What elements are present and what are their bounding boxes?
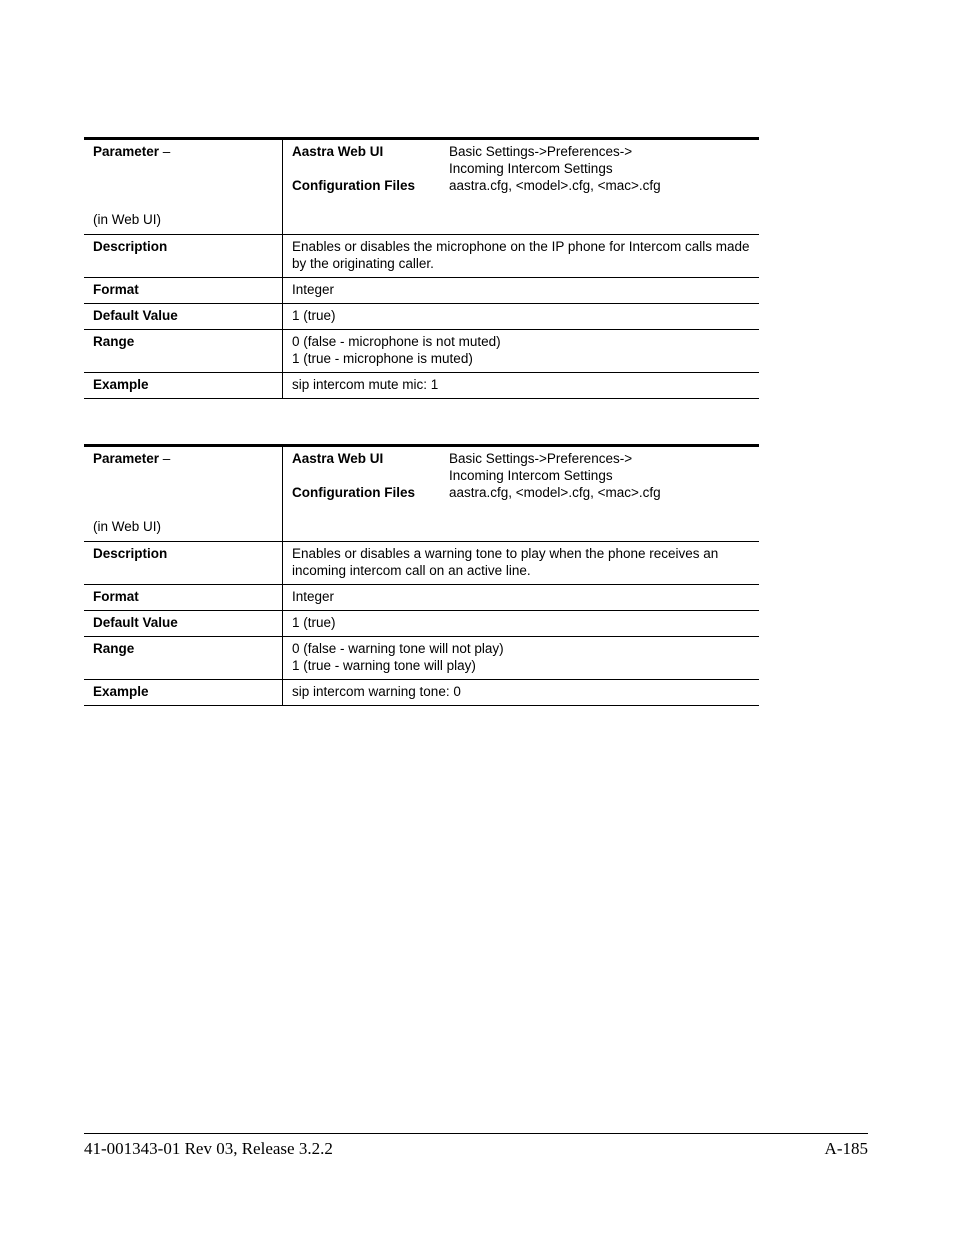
config-files-value: aastra.cfg, <model>.cfg, <mac>.cfg <box>449 178 661 193</box>
page-footer <box>84 1133 868 1159</box>
parameter-sub-label: (in Web UI) <box>93 212 162 227</box>
example-value: sip intercom mute mic: 1 <box>283 373 760 399</box>
range-value-line1: 0 (false - microphone is not muted) <box>292 334 501 349</box>
format-label: Format <box>84 585 283 611</box>
parameter-table-mute-mic <box>84 137 759 399</box>
parameter-value-cell <box>283 139 760 235</box>
range-value <box>283 637 760 680</box>
table-row <box>84 680 759 706</box>
range-value-line2: 1 (true - microphone is muted) <box>292 351 473 366</box>
example-label: Example <box>84 373 283 399</box>
parameter-dash: – <box>159 451 171 466</box>
parameter-value-cell <box>283 446 760 542</box>
web-ui-label: Aastra Web UI <box>292 144 384 159</box>
format-value: Integer <box>283 585 760 611</box>
table-row <box>84 373 759 399</box>
parameter-sub-label: (in Web UI) <box>93 519 162 534</box>
table-row <box>84 235 759 278</box>
web-ui-value-line2: Incoming Intercom Settings <box>449 468 613 483</box>
default-value-label: Default Value <box>84 611 283 637</box>
parameter-table-warning-tone <box>84 444 759 706</box>
description-label: Description <box>84 235 283 278</box>
range-label: Range <box>84 637 283 680</box>
parameter-label-cell <box>84 139 283 235</box>
parameter-label: Parameter <box>93 144 160 159</box>
page-number: A-185 <box>824 1139 868 1158</box>
table-row <box>84 611 759 637</box>
description-value: Enables or disables the microphone on the IP phone for Intercom calls made by the originating caller. <box>283 235 760 278</box>
table-row <box>84 330 759 373</box>
config-files-value: aastra.cfg, <model>.cfg, <mac>.cfg <box>449 485 661 500</box>
table-row <box>84 304 759 330</box>
format-label: Format <box>84 278 283 304</box>
default-value-value: 1 (true) <box>283 611 760 637</box>
range-label: Range <box>84 330 283 373</box>
config-files-label: Configuration Files <box>292 178 415 193</box>
table-row <box>84 542 759 585</box>
range-value-line1: 0 (false - warning tone will not play) <box>292 641 504 656</box>
parameter-label-cell <box>84 446 283 542</box>
table-row <box>84 585 759 611</box>
parameter-row <box>84 446 759 542</box>
example-value: sip intercom warning tone: 0 <box>283 680 760 706</box>
table-row <box>84 278 759 304</box>
description-label: Description <box>84 542 283 585</box>
parameter-label: Parameter <box>93 451 160 466</box>
range-value-line2: 1 (true - warning tone will play) <box>292 658 476 673</box>
example-label: Example <box>84 680 283 706</box>
document-id: 41-001343-01 Rev 03, Release 3.2.2 <box>84 1139 333 1158</box>
default-value-label: Default Value <box>84 304 283 330</box>
description-value: Enables or disables a warning tone to play when the phone receives an incoming intercom call on an active line. <box>283 542 760 585</box>
config-files-label: Configuration Files <box>292 485 415 500</box>
web-ui-label: Aastra Web UI <box>292 451 384 466</box>
range-value <box>283 330 760 373</box>
web-ui-value-line1: Basic Settings->Preferences-> <box>449 144 633 159</box>
parameter-row <box>84 139 759 235</box>
table-row <box>84 637 759 680</box>
web-ui-value-line1: Basic Settings->Preferences-> <box>449 451 633 466</box>
format-value: Integer <box>283 278 760 304</box>
parameter-dash: – <box>159 144 171 159</box>
web-ui-value-line2: Incoming Intercom Settings <box>449 161 613 176</box>
default-value-value: 1 (true) <box>283 304 760 330</box>
